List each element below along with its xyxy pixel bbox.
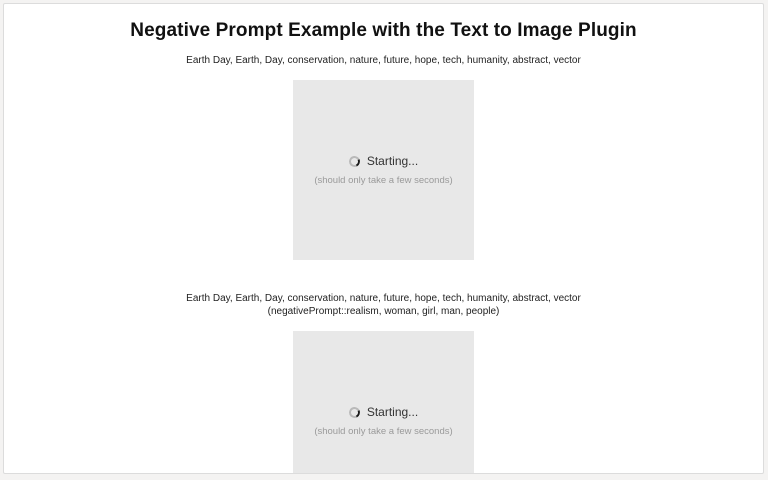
loading-indicator-2 xyxy=(349,405,418,419)
prompt-caption-2 xyxy=(4,292,763,318)
image-placeholder-2 xyxy=(293,331,474,474)
loading-spinner-icon xyxy=(347,154,361,168)
image-placeholder-1 xyxy=(293,80,474,260)
loading-indicator-1 xyxy=(349,154,418,168)
loading-status-label: Starting... xyxy=(366,405,419,419)
prompt-text-1: Earth Day, Earth, Day, conservation, nature, future, hope, tech, humanity, abstract, vector xyxy=(186,55,581,66)
page-frame xyxy=(3,3,764,474)
loading-status-note: (should only take a few seconds) xyxy=(314,175,453,186)
prompt-text-2: Earth Day, Earth, Day, conservation, nature, future, hope, tech, humanity, abstract, vector xyxy=(186,293,581,304)
loading-spinner-icon xyxy=(347,405,361,419)
negative-prompt-text-2: (negativePrompt::realism, woman, girl, man, people) xyxy=(267,306,500,317)
loading-status-note: (should only take a few seconds) xyxy=(314,426,453,437)
loading-status-label: Starting... xyxy=(366,154,419,168)
generation-section-1 xyxy=(4,54,763,260)
page-title: Negative Prompt Example with the Text to Image Plugin xyxy=(130,20,637,41)
generation-section-2 xyxy=(4,292,763,474)
